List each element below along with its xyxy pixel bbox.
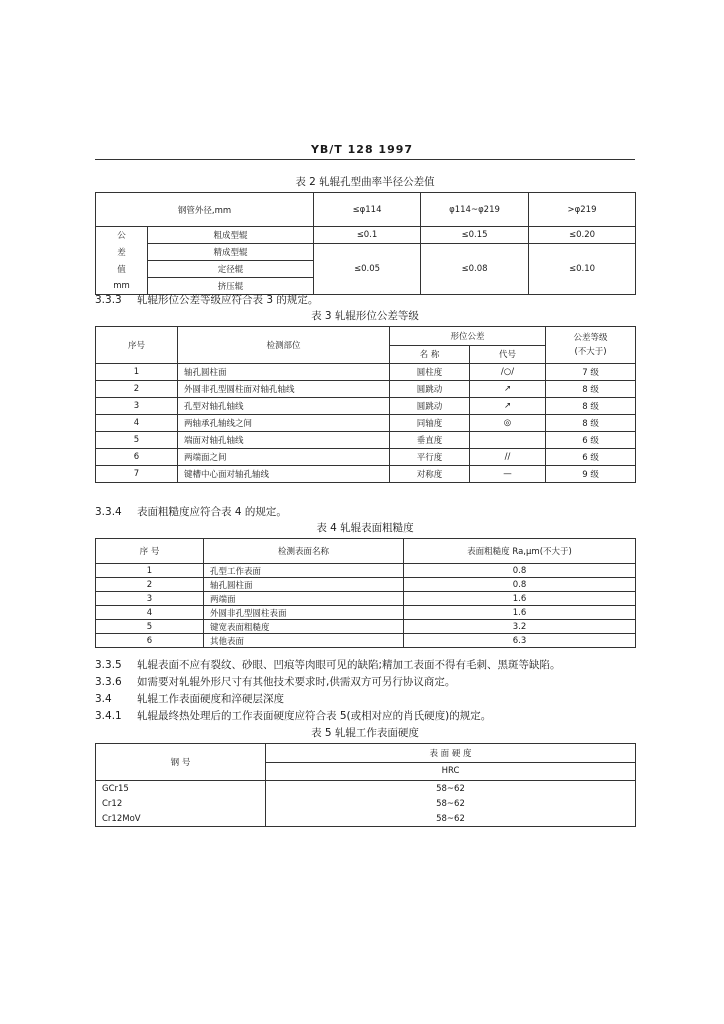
table3-row-no: 1 [96, 364, 178, 381]
table3-row-no: 5 [96, 432, 178, 449]
table2-cell: ≤0.15 [421, 227, 529, 244]
table3-row-name: 对称度 [390, 466, 470, 483]
table2-row-type: 粗成型辊 [148, 227, 314, 244]
table4-row-value: 0.8 [404, 564, 636, 578]
table4-row-value: 0.8 [404, 578, 636, 592]
table4-header-name: 检测表面名称 [204, 539, 404, 564]
table3-row-grade: 6 级 [546, 449, 636, 466]
table5-header-hardness: 表 面 硬 度 [266, 744, 636, 763]
table3 [95, 326, 636, 483]
table3-row-no: 2 [96, 381, 178, 398]
table3-row-code [470, 432, 546, 449]
table3-row-name: 同轴度 [390, 415, 470, 432]
table3-row-part: 两端面之间 [178, 449, 390, 466]
table2-merged-cell: ≤0.05 [314, 244, 421, 295]
table5-row-value: 58~62 [266, 781, 636, 797]
table2-merged-cell: ≤0.10 [529, 244, 636, 295]
table2-row-type: 精成型辊 [148, 244, 314, 261]
table4-row-no: 1 [96, 564, 204, 578]
table3-row-no: 7 [96, 466, 178, 483]
table3-row-no: 6 [96, 449, 178, 466]
table4 [95, 538, 636, 648]
para-3-3-5 [95, 657, 635, 672]
table2-size-col: φ114~φ219 [421, 193, 529, 227]
table3-row-code: — [470, 466, 546, 483]
table4-header-seq: 序 号 [96, 539, 204, 564]
table3-header-name: 名 称 [390, 345, 470, 364]
table3-row-name: 圆柱度 [390, 364, 470, 381]
table3-header-code: 代号 [470, 345, 546, 364]
table5-row-value: 58~62 [266, 796, 636, 811]
table3-row-code: ◎ [470, 415, 546, 432]
table4-row-name: 外圆非孔型圆柱表面 [204, 606, 404, 620]
table5-header-unit: HRC [266, 762, 636, 781]
standard-header: YB/T 128 1997 [310, 143, 414, 156]
table4-header-value: 表面粗糙度 Ra,μm(不大于) [404, 539, 636, 564]
table2-row-label: 公 [96, 227, 148, 244]
table2-merged-cell: ≤0.08 [421, 244, 529, 295]
table4-row-name: 键宽表面粗糙度 [204, 620, 404, 634]
table2-col-header: 钢管外径,mm [96, 193, 314, 227]
table3-header-grade [546, 327, 636, 364]
para-text: 轧辊形位公差等级应符合表 3 的规定。 [137, 294, 319, 306]
table4-row-name: 孔型工作表面 [204, 564, 404, 578]
table4-row-name: 轴孔圆柱面 [204, 578, 404, 592]
grade-note: (不大于) [574, 347, 607, 357]
para-number: 3.3.4 [95, 506, 122, 518]
table3-row-part: 键槽中心面对轴孔轴线 [178, 466, 390, 483]
table3-row-grade: 6 级 [546, 432, 636, 449]
table3-caption: 表 3 轧辊形位公差等级 [311, 310, 419, 322]
para-number: 3.4.1 [95, 710, 122, 722]
table3-row-code: // [470, 449, 546, 466]
table3-row-grade: 8 级 [546, 398, 636, 415]
table2-size-col: ≤φ114 [314, 193, 421, 227]
table4-row-no: 4 [96, 606, 204, 620]
table3-row-grade: 8 级 [546, 381, 636, 398]
table5-row-grade: Cr12 [96, 796, 266, 811]
table3-row-name: 平行度 [390, 449, 470, 466]
table3-row-no: 3 [96, 398, 178, 415]
table2-row-label: 差 [96, 244, 148, 261]
para-number: 3.3.3 [95, 294, 122, 306]
table2-cell: ≤0.20 [529, 227, 636, 244]
para-number: 3.4 [95, 693, 112, 705]
table3-row-code: ↗ [470, 381, 546, 398]
table2-size-col: >φ219 [529, 193, 636, 227]
table3-row-name: 圆跳动 [390, 398, 470, 415]
table5 [95, 743, 636, 827]
table3-row-part: 外圆非孔型圆柱面对轴孔轴线 [178, 381, 390, 398]
table4-row-name: 其他表面 [204, 634, 404, 648]
table3-row-part: 两轴承孔轴线之间 [178, 415, 390, 432]
table3-row-grade: 7 级 [546, 364, 636, 381]
table3-row-name: 垂直度 [390, 432, 470, 449]
para-3-4 [95, 691, 635, 706]
table2-row-type: 挤压辊 [148, 278, 314, 295]
para-number: 3.3.6 [95, 676, 122, 688]
table3-row-name: 圆跳动 [390, 381, 470, 398]
para-3-3-3 [95, 292, 635, 307]
table3-row-part: 端面对轴孔轴线 [178, 432, 390, 449]
table3-header-part: 检测部位 [178, 327, 390, 364]
table2-row-label: mm [96, 278, 148, 295]
grade-label: 公差等级 [573, 333, 608, 343]
table2-row-type: 定径辊 [148, 261, 314, 278]
table3-row-code: ↗ [470, 398, 546, 415]
table3-row-grade: 9 级 [546, 466, 636, 483]
table3-row-no: 4 [96, 415, 178, 432]
table3-header-seq: 序号 [96, 327, 178, 364]
para-3-3-6 [95, 674, 635, 689]
table4-row-no: 2 [96, 578, 204, 592]
para-text: 表面粗糙度应符合表 4 的规定。 [137, 506, 287, 518]
para-number: 3.3.5 [95, 659, 122, 671]
para-text: 轧辊最终热处理后的工作表面硬度应符合表 5(或相对应的肖氏硬度)的规定。 [137, 710, 492, 722]
para-3-3-4 [95, 504, 635, 519]
table2-cell: ≤0.1 [314, 227, 421, 244]
table4-row-value: 1.6 [404, 606, 636, 620]
para-3-4-1 [95, 708, 635, 723]
table4-row-no: 5 [96, 620, 204, 634]
table3-row-part: 孔型对轴孔轴线 [178, 398, 390, 415]
table4-row-no: 6 [96, 634, 204, 648]
para-text: 如需要对轧辊外形尺寸有其他技术要求时,供需双方可另行协议商定。 [137, 676, 456, 688]
table3-row-code: /○/ [470, 364, 546, 381]
table3-row-grade: 8 级 [546, 415, 636, 432]
table5-row-grade: Cr12MoV [96, 811, 266, 827]
para-text: 轧辊表面不应有裂纹、砂眼、凹痕等肉眼可见的缺陷;精加工表面不得有毛刺、黑斑等缺陷。 [137, 659, 561, 671]
table4-row-value: 3.2 [404, 620, 636, 634]
table5-header-grade: 钢 号 [96, 744, 266, 781]
table5-row-value: 58~62 [266, 811, 636, 827]
table4-row-value: 6.3 [404, 634, 636, 648]
header-rule [95, 159, 635, 160]
table2-caption: 表 2 轧辊孔型曲率半径公差值 [295, 176, 435, 188]
table4-row-name: 两端面 [204, 592, 404, 606]
para-text: 轧辊工作表面硬度和淬硬层深度 [137, 693, 284, 705]
table4-caption: 表 4 轧辊表面粗糙度 [316, 522, 414, 534]
table4-row-value: 1.6 [404, 592, 636, 606]
table4-row-no: 3 [96, 592, 204, 606]
table2 [95, 192, 636, 295]
table3-header-tolerance: 形位公差 [390, 327, 546, 346]
table5-row-grade: GCr15 [96, 781, 266, 797]
table5-caption: 表 5 轧辊工作表面硬度 [311, 727, 419, 739]
table3-row-part: 轴孔圆柱面 [178, 364, 390, 381]
table2-row-label: 值 [96, 261, 148, 278]
